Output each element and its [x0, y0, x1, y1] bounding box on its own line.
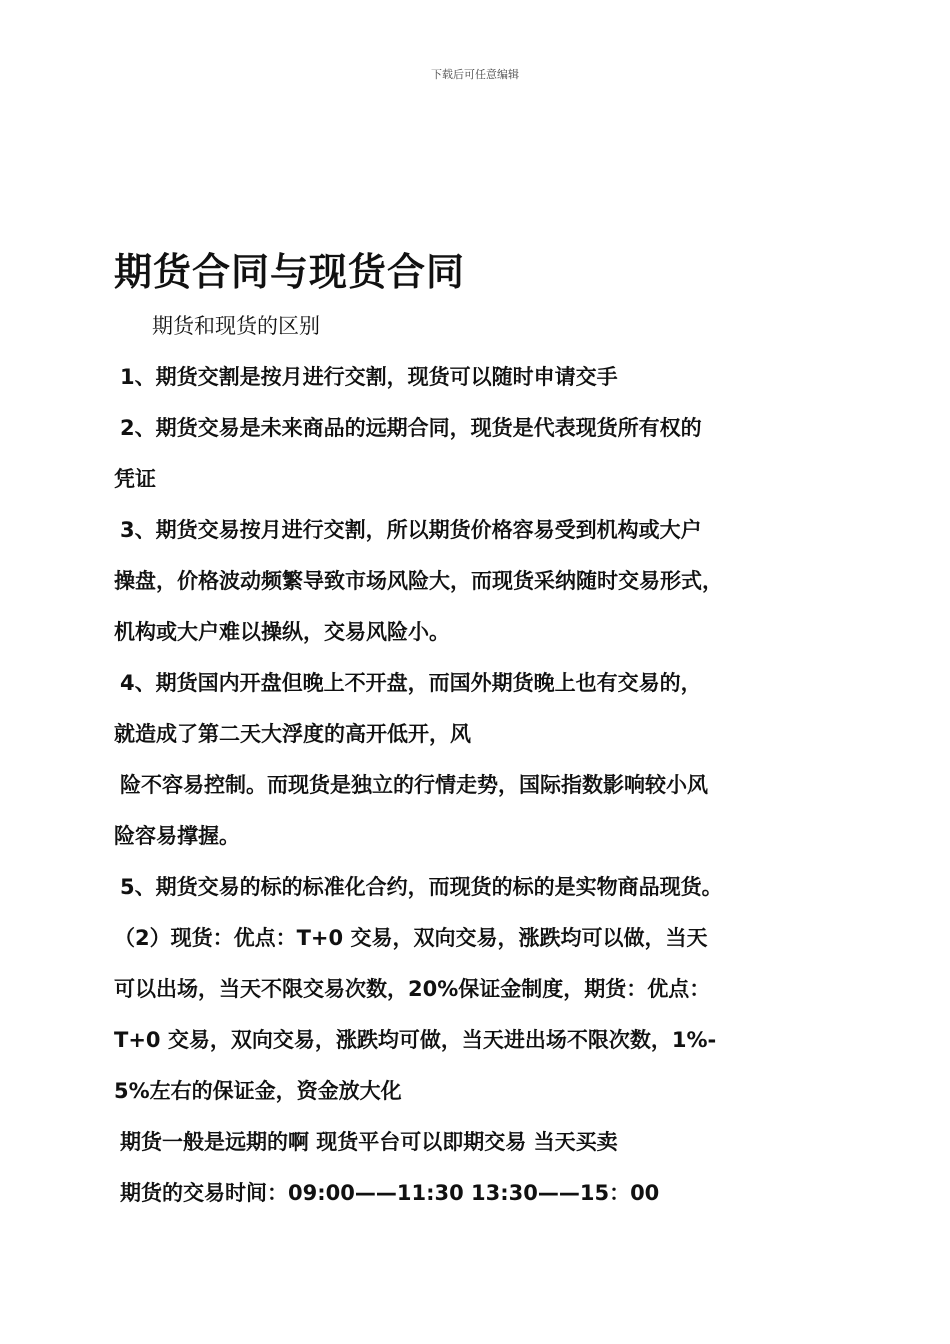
paragraph-line: 3、期货交易按月进行交割，所以期货价格容易受到机构或大户: [120, 518, 702, 542]
document-body: [114, 352, 854, 1219]
document-subtitle: 期货和现货的区别: [152, 314, 320, 338]
paragraph-line: （2）现货：优点：T+0 交易，双向交易，涨跌均可以做，当天: [114, 926, 708, 950]
paragraph-line: 险不容易控制。而现货是独立的行情走势，国际指数影响较小风: [120, 773, 708, 797]
paragraph-line: 2、期货交易是未来商品的远期合同，现货是代表现货所有权的: [120, 416, 702, 440]
paragraph-line: 5%左右的保证金，资金放大化: [114, 1079, 402, 1103]
paragraph-line: 4、期货国内开盘但晚上不开盘，而国外期货晚上也有交易的，: [120, 671, 702, 695]
paragraph-line: 1、期货交割是按月进行交割，现货可以随时申请交手: [120, 365, 618, 389]
paragraph-line: 机构或大户难以操纵，交易风险小。: [114, 620, 450, 644]
paragraph-line: 就造成了第二天大浮度的高开低开，风: [114, 722, 471, 746]
paragraph-line: 期货一般是远期的啊 现货平台可以即期交易 当天买卖: [120, 1130, 618, 1154]
paragraph-line: 可以出场，当天不限交易次数，20%保证金制度，期货：优点：: [114, 977, 711, 1001]
paragraph-line: 操盘，价格波动频繁导致市场风险大，而现货采纳随时交易形式，: [114, 569, 723, 593]
document-title: 期货合同与现货合同: [114, 250, 466, 294]
paragraph-line: 5、期货交易的标的标准化合约，而现货的标的是实物商品现货。: [120, 875, 723, 899]
paragraph-line: T+0 交易，双向交易，涨跌均可做，当天进出场不限次数，1%-: [114, 1028, 717, 1052]
paragraph-line: 凭证: [114, 467, 156, 491]
page-header-note: 下载后可任意编辑: [431, 68, 519, 81]
paragraph-line: 险容易撑握。: [114, 824, 240, 848]
paragraph-line: 期货的交易时间：09:00——11:30 13:30——15：00: [120, 1181, 660, 1205]
